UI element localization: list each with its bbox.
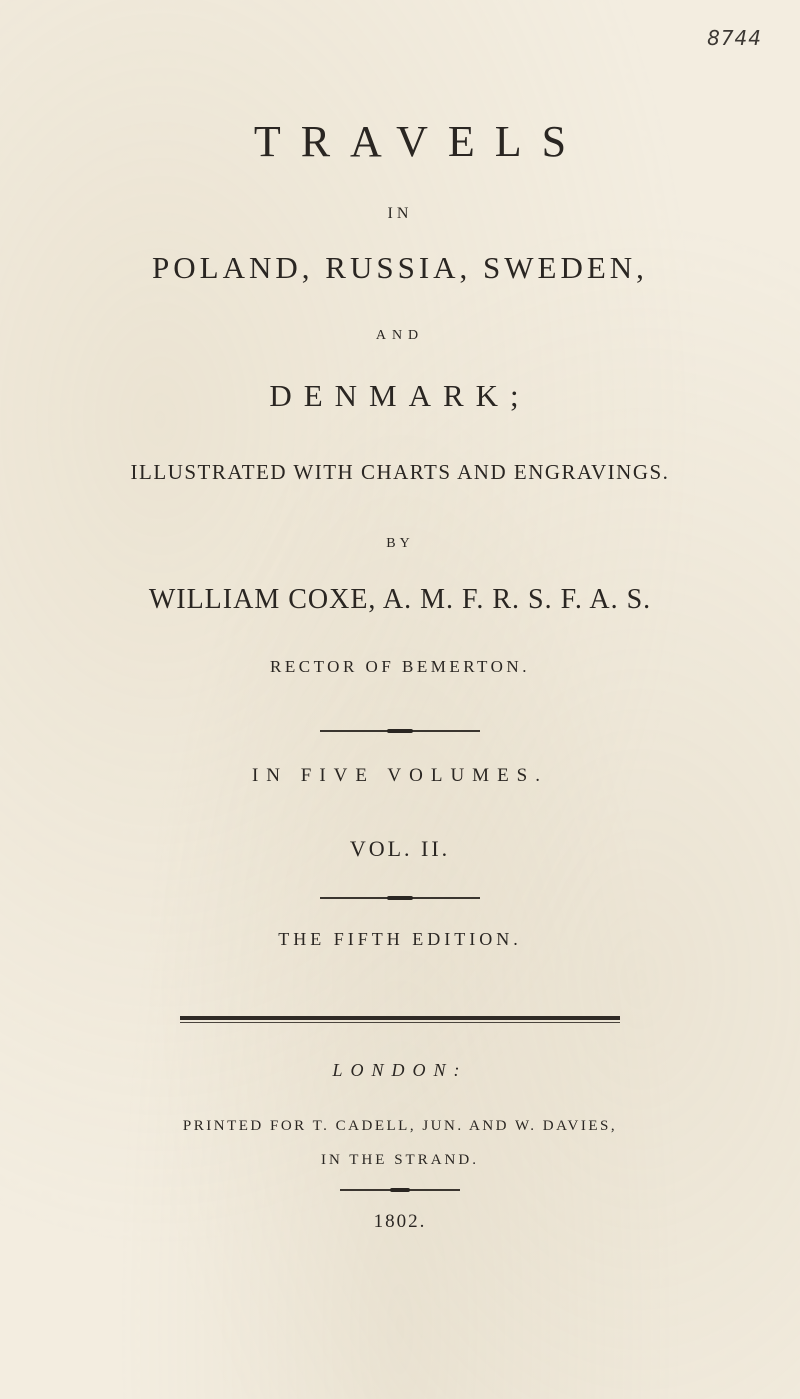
author-name: WILLIAM COXE, A. M. F. R. S. F. A. S. xyxy=(148,584,652,615)
title-and: AND xyxy=(375,328,425,343)
book-title: TRAVELS xyxy=(253,117,587,166)
title-denmark: DENMARK; xyxy=(269,378,531,413)
author-position: RECTOR OF BEMERTON. xyxy=(270,657,530,676)
title-places: POLAND, RUSSIA, SWEDEN, xyxy=(152,250,648,285)
imprint-year: 1802. xyxy=(373,1211,427,1232)
double-rule-top xyxy=(180,1016,620,1020)
by-label: BY xyxy=(386,536,414,551)
imprint-place: LONDON: xyxy=(332,1060,468,1080)
title-in: IN xyxy=(387,205,413,222)
subtitle-illustrated: ILLUSTRATED WITH CHARTS AND ENGRAVINGS. xyxy=(130,460,670,484)
imprint-publisher: PRINTED FOR T. CADELL, JUN. AND W. DAVIES, xyxy=(182,1118,618,1134)
ornamental-rule-3 xyxy=(340,1189,460,1191)
shelfmark-annotation: 8744 xyxy=(707,26,762,50)
volume-count: IN FIVE VOLUMES. xyxy=(251,765,548,786)
volume-number: VOL. II. xyxy=(349,836,451,861)
imprint-address: IN THE STRAND. xyxy=(321,1152,479,1168)
ornamental-rule-1 xyxy=(320,730,480,732)
edition-label: THE FIFTH EDITION. xyxy=(278,929,522,949)
double-rule-bottom xyxy=(180,1022,620,1023)
ornamental-rule-2 xyxy=(320,897,480,899)
